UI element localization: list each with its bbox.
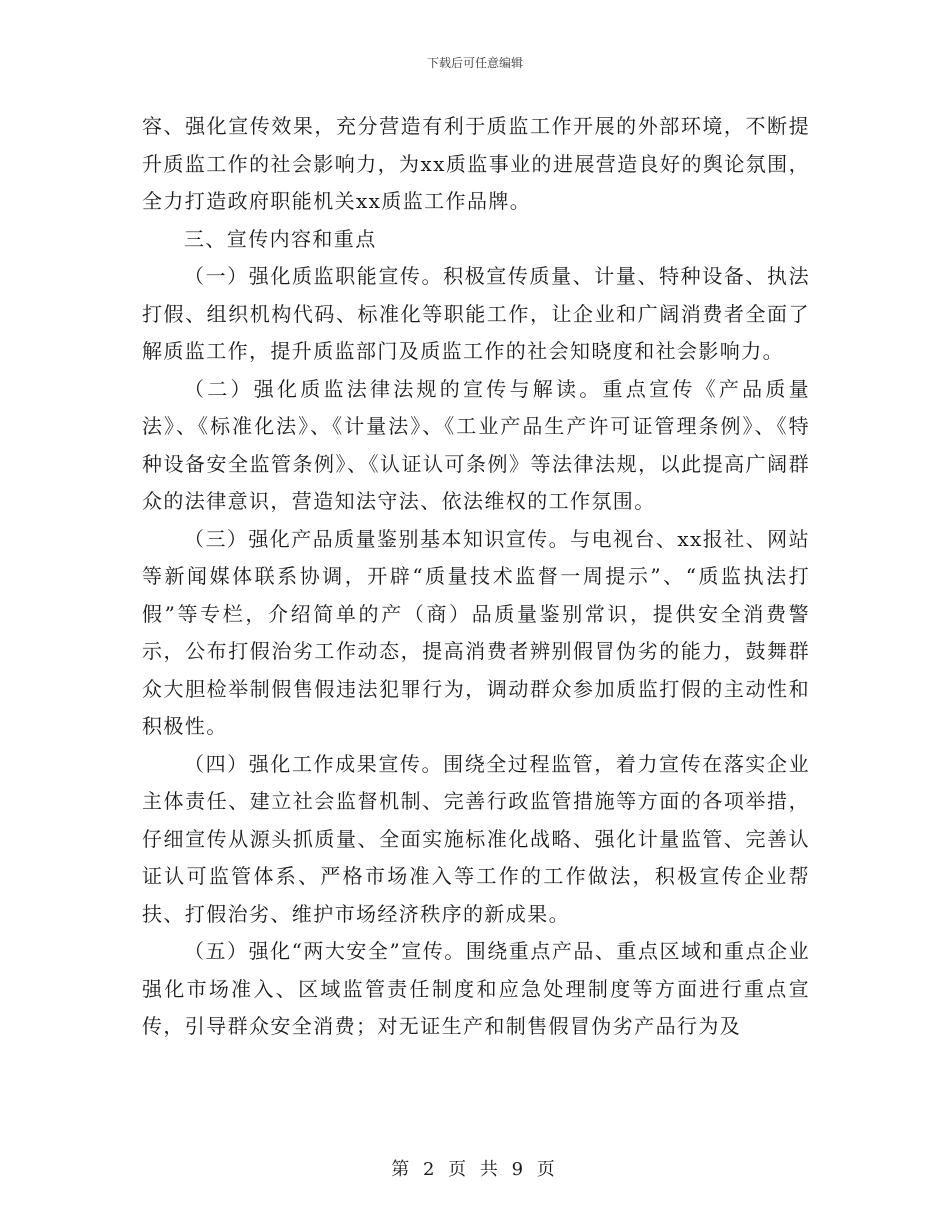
section-heading-3: 三、宣传内容和重点 [184, 226, 377, 251]
paragraph-item-2: （二）强化质监法律法规的宣传与解读。重点宣传《产品质量法》、《标准化法》、《计量法》、《工业产品生产许可证管理条例》、《特种设备安全监管条例》、《认证认可条例》等法律法规，以此提高广阔群众的法律意识，营造知法守法、依法维权的工作氛围。 [142, 376, 810, 513]
paragraph-item-5: （五）强化“两大安全”宣传。围绕重点产品、重点区域和重点企业强化市场准入、区域监管责任制度和应急处理制度等方面进行重点宣传，引导群众安全消费；对无证生产和制售假冒伪劣产品行为及 [142, 939, 810, 1038]
paragraph-item-1: （一）强化质监职能宣传。积极宣传质量、计量、特种设备、执法打假、组织机构代码、标准化等职能工作，让企业和广阔消费者全面了解质监工作，提升质监部门及质监工作的社会知晓度和社会影响力。 [142, 264, 810, 363]
page-number: 第 2 页 共 9 页 [391, 1159, 559, 1180]
document-body [142, 108, 810, 1046]
paragraph-item-3: （三）强化产品质量鉴别基本知识宣传。与电视台、xx报社、网站等新闻媒体联系协调，开辟“质量技术监督一周提示”、“质监执法打假”等专栏，介绍简单的产（商）品质量鉴别常识，提供安全消费警示，公布打假治劣工作动态，提高消费者辨别假冒伪劣的能力，鼓舞群众大胆检举制假售假违法犯罪行为，调动群众参加质监打假的主动性和积极性。 [142, 526, 810, 738]
page-header-note: 下载后可任意编辑 [426, 56, 523, 70]
paragraph-continuation: 容、强化宣传效果，充分营造有利于质监工作开展的外部环境，不断提升质监工作的社会影响力，为xx质监事业的进展营造良好的舆论氛围，全力打造政府职能机关xx质监工作品牌。 [142, 114, 810, 213]
paragraph-item-4: （四）强化工作成果宣传。围绕全过程监管，着力宣传在落实企业主体责任、建立社会监督机制、完善行政监管措施等方面的各项举措，仔细宣传从源头抓质量、全面实施标准化战略、强化计量监管、完善认证认可监管体系、严格市场准入等工作的工作做法，积极宣传企业帮扶、打假治劣、维护市场经济秩序的新成果。 [142, 751, 810, 926]
